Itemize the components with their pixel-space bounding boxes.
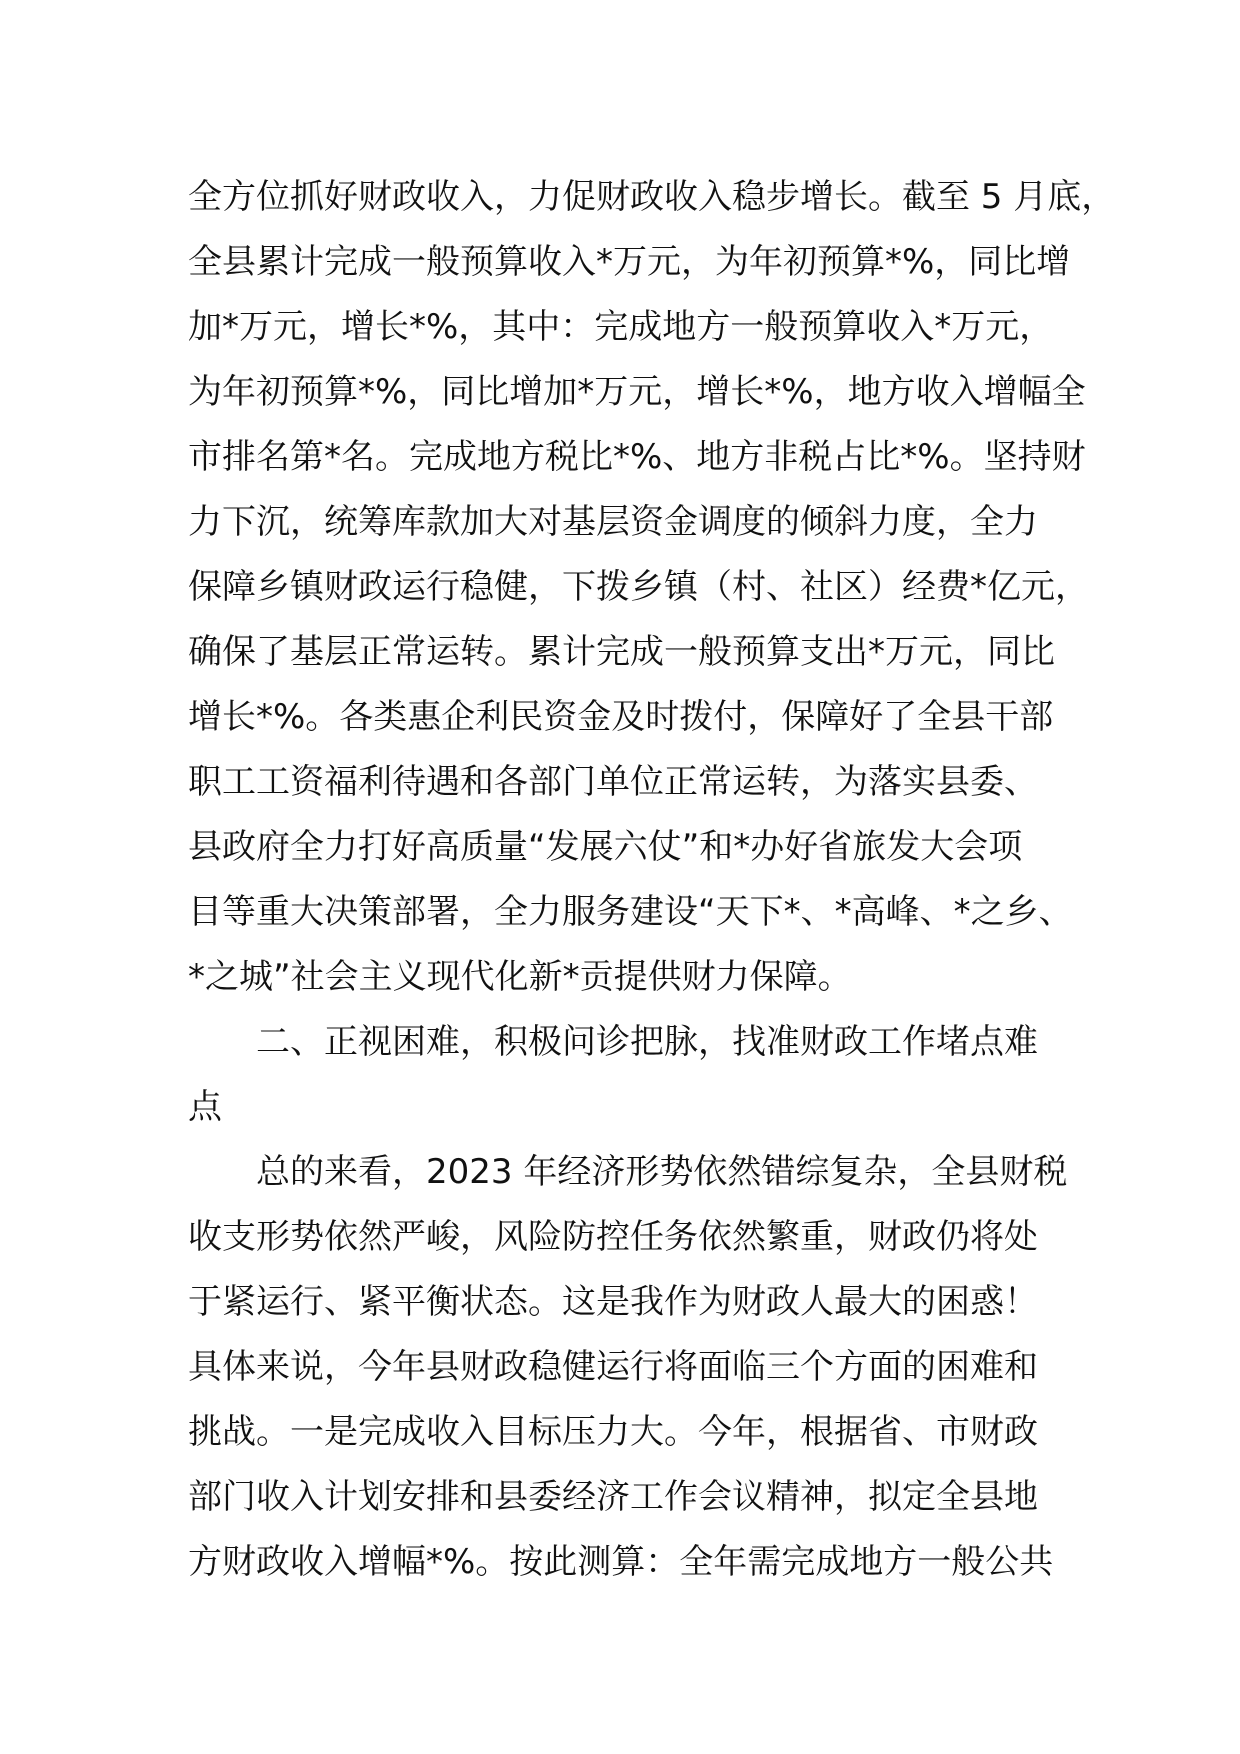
- text-line: 目等重大决策部署，全力服务建设“天下*、*高峰、*之乡、: [188, 892, 1073, 932]
- text-line: 于紧运行、紧平衡状态。这是我作为财政人最大的困惑！: [188, 1282, 1038, 1322]
- body-text: [188, 165, 1116, 1595]
- text-line: 挑战。一是完成收入目标压力大。今年，根据省、市财政: [188, 1412, 1038, 1452]
- text-line: *之城”社会主义现代化新*贡提供财力保障。: [188, 957, 852, 997]
- section-heading-line: 点: [188, 1087, 222, 1127]
- text-line: 加*万元，增长*%，其中：完成地方一般预算收入*万元，: [188, 307, 1054, 347]
- text-line: 方财政收入增幅*%。按此测算：全年需完成地方一般公共: [188, 1542, 1054, 1582]
- text-line: 收支形势依然严峻，风险防控任务依然繁重，财政仍将处: [188, 1217, 1038, 1257]
- text-line: 增长*%。各类惠企利民资金及时拨付，保障好了全县干部: [188, 697, 1054, 737]
- text-line: 力下沉，统筹库款加大对基层资金调度的倾斜力度，全力: [188, 502, 1038, 542]
- text-line: 职工工资福利待遇和各部门单位正常运转，为落实县委、: [188, 762, 1038, 802]
- text-line: 总的来看，2023 年经济形势依然错综复杂，全县财税: [256, 1152, 1068, 1192]
- text-line: 为年初预算*%，同比增加*万元，增长*%，地方收入增幅全: [188, 372, 1086, 412]
- text-line: 具体来说，今年县财政稳健运行将面临三个方面的困难和: [188, 1347, 1038, 1387]
- text-line: 全方位抓好财政收入，力促财政收入稳步增长。截至 5 月底，: [188, 177, 1116, 217]
- text-line: 确保了基层正常运转。累计完成一般预算支出*万元，同比: [188, 632, 1055, 672]
- text-line: 全县累计完成一般预算收入*万元，为年初预算*%，同比增: [188, 242, 1071, 282]
- text-line: 保障乡镇财政运行稳健，下拨乡镇（村、社区）经费*亿元，: [188, 567, 1089, 607]
- text-line: 市排名第*名。完成地方税比*%、地方非税占比*%。坚持财: [188, 437, 1086, 477]
- section-heading-line: 二、正视困难，积极问诊把脉，找准财政工作堵点难: [256, 1022, 1038, 1062]
- text-line: 部门收入计划安排和县委经济工作会议精神，拟定全县地: [188, 1477, 1038, 1517]
- text-line: 县政府全力打好高质量“发展六仗”和*办好省旅发大会项: [188, 827, 1023, 867]
